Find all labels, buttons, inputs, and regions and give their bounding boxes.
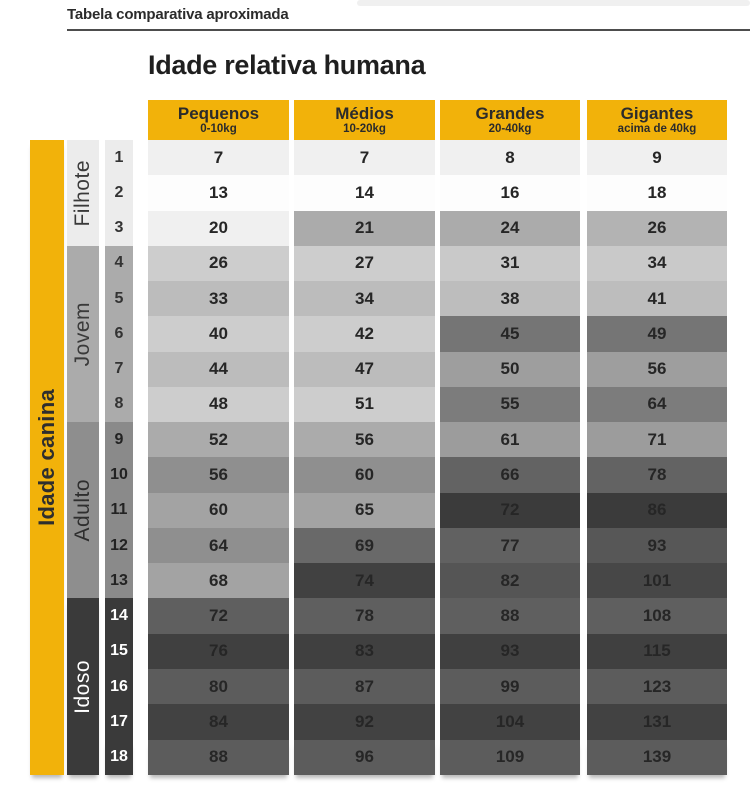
human-age-cell: 34: [294, 281, 435, 316]
dog-age-cell: 18: [105, 740, 133, 775]
human-age-cell: 50: [440, 352, 580, 387]
dog-age-cell: 6: [105, 316, 133, 351]
row-group-filhote: [67, 140, 99, 246]
column-header-medios: [294, 100, 435, 140]
human-age-cell: 123: [587, 669, 727, 704]
dog-age-cell: 2: [105, 175, 133, 210]
dog-age-cell: 13: [105, 563, 133, 598]
human-age-cell: 64: [587, 387, 727, 422]
human-age-cell: 74: [294, 563, 435, 598]
column-header-sublabel: 20-40kg: [488, 122, 532, 135]
human-age-cell: 115: [587, 634, 727, 669]
row-group-jovem: [67, 246, 99, 422]
column-header-grandes: [440, 100, 580, 140]
row-group-label: Filhote: [71, 159, 94, 227]
human-age-cell: 26: [148, 246, 289, 281]
human-age-cell: 7: [148, 140, 289, 175]
human-age-cell: 60: [294, 457, 435, 492]
human-age-cell: 64: [148, 528, 289, 563]
human-age-cell: 21: [294, 211, 435, 246]
dog-age-cell: 15: [105, 634, 133, 669]
dog-age-cell: 14: [105, 598, 133, 633]
dog-age-cell: 8: [105, 387, 133, 422]
divider-line: [67, 29, 750, 31]
column-header-label: Médios: [335, 104, 394, 124]
human-age-cell: 9: [587, 140, 727, 175]
human-age-cell: 8: [440, 140, 580, 175]
human-age-cell: 31: [440, 246, 580, 281]
human-age-cell: 56: [587, 352, 727, 387]
column-header-gigantes: [587, 100, 727, 140]
dog-age-cell: 5: [105, 281, 133, 316]
dog-age-cell: 17: [105, 704, 133, 739]
human-age-cell: 76: [148, 634, 289, 669]
human-age-cell: 86: [587, 493, 727, 528]
human-age-cell: 45: [440, 316, 580, 351]
column-header-sublabel: 10-20kg: [343, 122, 386, 135]
human-age-cell: 66: [440, 457, 580, 492]
column-header-label: Grandes: [475, 104, 545, 124]
dog-age-cell: 7: [105, 352, 133, 387]
human-age-cell: 139: [587, 740, 727, 775]
dog-age-cell: 4: [105, 246, 133, 281]
human-age-cell: 78: [587, 457, 727, 492]
human-age-cell: 68: [148, 563, 289, 598]
human-age-cell: 83: [294, 634, 435, 669]
human-age-cell: 16: [440, 175, 580, 210]
human-age-cell: 104: [440, 704, 580, 739]
human-age-cell: 49: [587, 316, 727, 351]
human-age-cell: 13: [148, 175, 289, 210]
human-age-cell: 18: [587, 175, 727, 210]
human-age-cell: 87: [294, 669, 435, 704]
comparison-table: [30, 100, 727, 775]
human-age-cell: 84: [148, 704, 289, 739]
human-age-cell: 52: [148, 422, 289, 457]
human-age-cell: 26: [587, 211, 727, 246]
column-header-sublabel: 0-10kg: [200, 122, 237, 135]
row-group-adulto: [67, 422, 99, 598]
human-age-cell: 51: [294, 387, 435, 422]
dog-age-cell: 3: [105, 211, 133, 246]
dog-age-cell: 10: [105, 457, 133, 492]
human-age-cell: 44: [148, 352, 289, 387]
human-age-cell: 27: [294, 246, 435, 281]
human-age-cell: 40: [148, 316, 289, 351]
human-age-cell: 71: [587, 422, 727, 457]
human-age-cell: 56: [294, 422, 435, 457]
dog-age-cell: 1: [105, 140, 133, 175]
human-age-cell: 69: [294, 528, 435, 563]
row-group-label: Idoso: [71, 659, 94, 714]
human-age-cell: 101: [587, 563, 727, 598]
row-group-label: Jovem: [71, 301, 94, 367]
column-header-sublabel: acima de 40kg: [617, 122, 697, 135]
column-header-label: Gigantes: [620, 104, 694, 124]
human-age-cell: 33: [148, 281, 289, 316]
human-age-cell: 24: [440, 211, 580, 246]
human-age-cell: 93: [587, 528, 727, 563]
human-age-cell: 131: [587, 704, 727, 739]
human-age-cell: 88: [440, 598, 580, 633]
page-title: Idade relativa humana: [148, 50, 426, 80]
human-age-cell: 42: [294, 316, 435, 351]
column-header-label: Pequenos: [177, 104, 260, 124]
row-group-idoso: [67, 598, 99, 774]
human-age-cell: 82: [440, 563, 580, 598]
dog-age-axis-bar: [30, 140, 64, 775]
dog-age-cell: 12: [105, 528, 133, 563]
human-age-cell: 96: [294, 740, 435, 775]
human-age-cell: 34: [587, 246, 727, 281]
human-age-cell: 72: [148, 598, 289, 633]
human-age-cell: 7: [294, 140, 435, 175]
dog-age-cell: 11: [105, 493, 133, 528]
human-age-cell: 108: [587, 598, 727, 633]
column-header-pequenos: [148, 100, 289, 140]
human-age-cell: 38: [440, 281, 580, 316]
human-age-cell: 72: [440, 493, 580, 528]
dog-age-cell: 16: [105, 669, 133, 704]
human-age-cell: 77: [440, 528, 580, 563]
human-age-cell: 20: [148, 211, 289, 246]
human-age-cell: 92: [294, 704, 435, 739]
dog-age-axis-label: Idade canina: [34, 388, 59, 526]
human-age-cell: 41: [587, 281, 727, 316]
top-edge-artifact: [357, 0, 750, 6]
human-age-cell: 56: [148, 457, 289, 492]
human-age-cell: 14: [294, 175, 435, 210]
human-age-cell: 61: [440, 422, 580, 457]
row-group-label: Adulto: [71, 479, 94, 542]
human-age-cell: 48: [148, 387, 289, 422]
human-age-cell: 88: [148, 740, 289, 775]
dog-age-cell: 9: [105, 422, 133, 457]
human-age-cell: 55: [440, 387, 580, 422]
human-age-cell: 65: [294, 493, 435, 528]
human-age-cell: 78: [294, 598, 435, 633]
human-age-cell: 99: [440, 669, 580, 704]
human-age-cell: 60: [148, 493, 289, 528]
human-age-cell: 93: [440, 634, 580, 669]
human-age-cell: 80: [148, 669, 289, 704]
human-age-cell: 109: [440, 740, 580, 775]
page-subtitle: Tabela comparativa aproximada: [67, 6, 289, 23]
human-age-cell: 47: [294, 352, 435, 387]
